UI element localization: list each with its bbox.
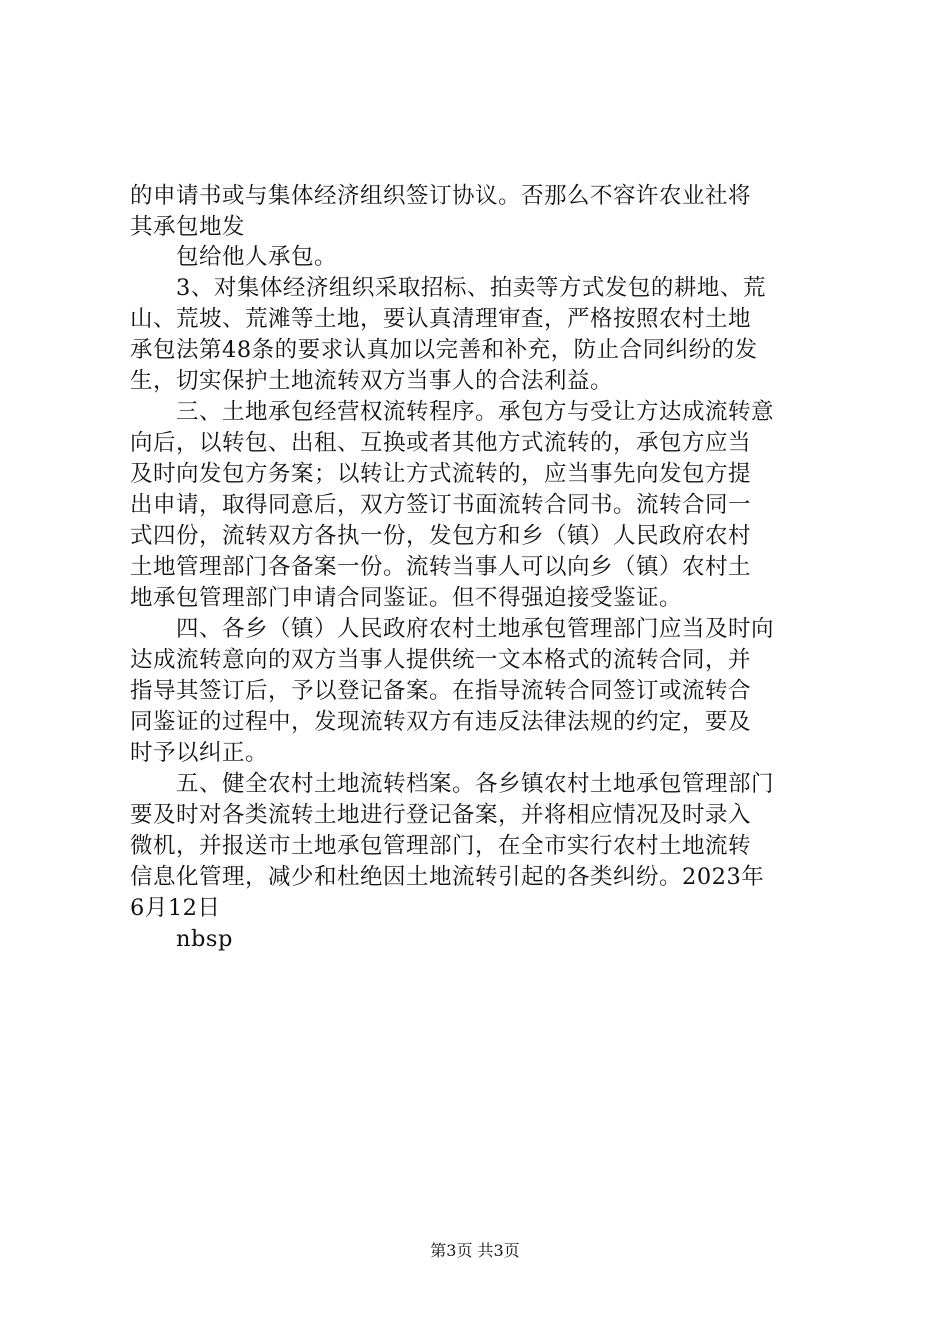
text-line: 达成流转意向的双方当事人提供统一文本格式的流转合同，并	[130, 647, 752, 673]
paragraph-start: 四、各乡（镇）人民政府农村土地承包管理部门应当及时向	[176, 616, 775, 642]
text-line: 要及时对各类流转土地进行登记备案，并将相应情况及时录入	[130, 802, 752, 828]
text-line: 同鉴证的过程中，发现流转双方有违反法律法规的约定，要及	[130, 709, 752, 735]
text-line: 微机，并报送市土地承包管理部门，在全市实行农村土地流转	[130, 833, 752, 859]
text-line: 向后，以转包、出租、互换或者其他方式流转的，承包方应当	[130, 430, 752, 456]
text-line: 的申请书或与集体经济组织签订协议。否那么不容许农业社将	[130, 183, 752, 209]
text-line: 山、荒坡、荒滩等土地，要认真清理审查，严格按照农村土地	[130, 306, 752, 332]
text-line: 及时向发包方务案；以转让方式流转的，应当事先向发包方提	[130, 461, 752, 487]
paragraph-start: 三、土地承包经营权流转程序。承包方与受让方达成流转意	[176, 399, 775, 425]
text-line: 包给他人承包。	[176, 244, 338, 270]
paragraph-start: 五、健全农村土地流转档案。各乡镇农村土地承包管理部门	[176, 771, 775, 797]
paragraph-start: 3、对集体经济组织采取招标、拍卖等方式发包的耕地、荒	[176, 275, 766, 301]
text-line: 其承包地发	[130, 214, 246, 240]
text-line: 土地管理部门各备案一份。流转当事人可以向乡（镇）农村土	[130, 554, 752, 580]
text-line: 地承包管理部门申请合同鉴证。但不得强迫接受鉴证。	[130, 585, 683, 611]
text-line: 指导其签订后，予以登记备案。在指导流转合同签订或流转合	[130, 678, 752, 704]
text-line: 生，切实保护土地流转双方当事人的合法利益。	[130, 368, 614, 394]
text-line: nbsp	[176, 926, 233, 952]
text-line: 信息化管理，减少和杜绝因土地流转引起的各类纠纷。2023年	[130, 864, 765, 890]
page-number-footer: 第3页 共3页	[430, 1241, 520, 1260]
text-line: 6月12日	[130, 895, 221, 921]
text-line: 时予以纠正。	[130, 740, 269, 766]
text-line: 承包法第48条的要求认真加以完善和补充，防止合同纠纷的发	[130, 337, 758, 363]
text-line: 出申请，取得同意后，双方签订书面流转合同书。流转合同一	[130, 492, 752, 518]
text-line: 式四份，流转双方各执一份，发包方和乡（镇）人民政府农村	[130, 523, 752, 549]
